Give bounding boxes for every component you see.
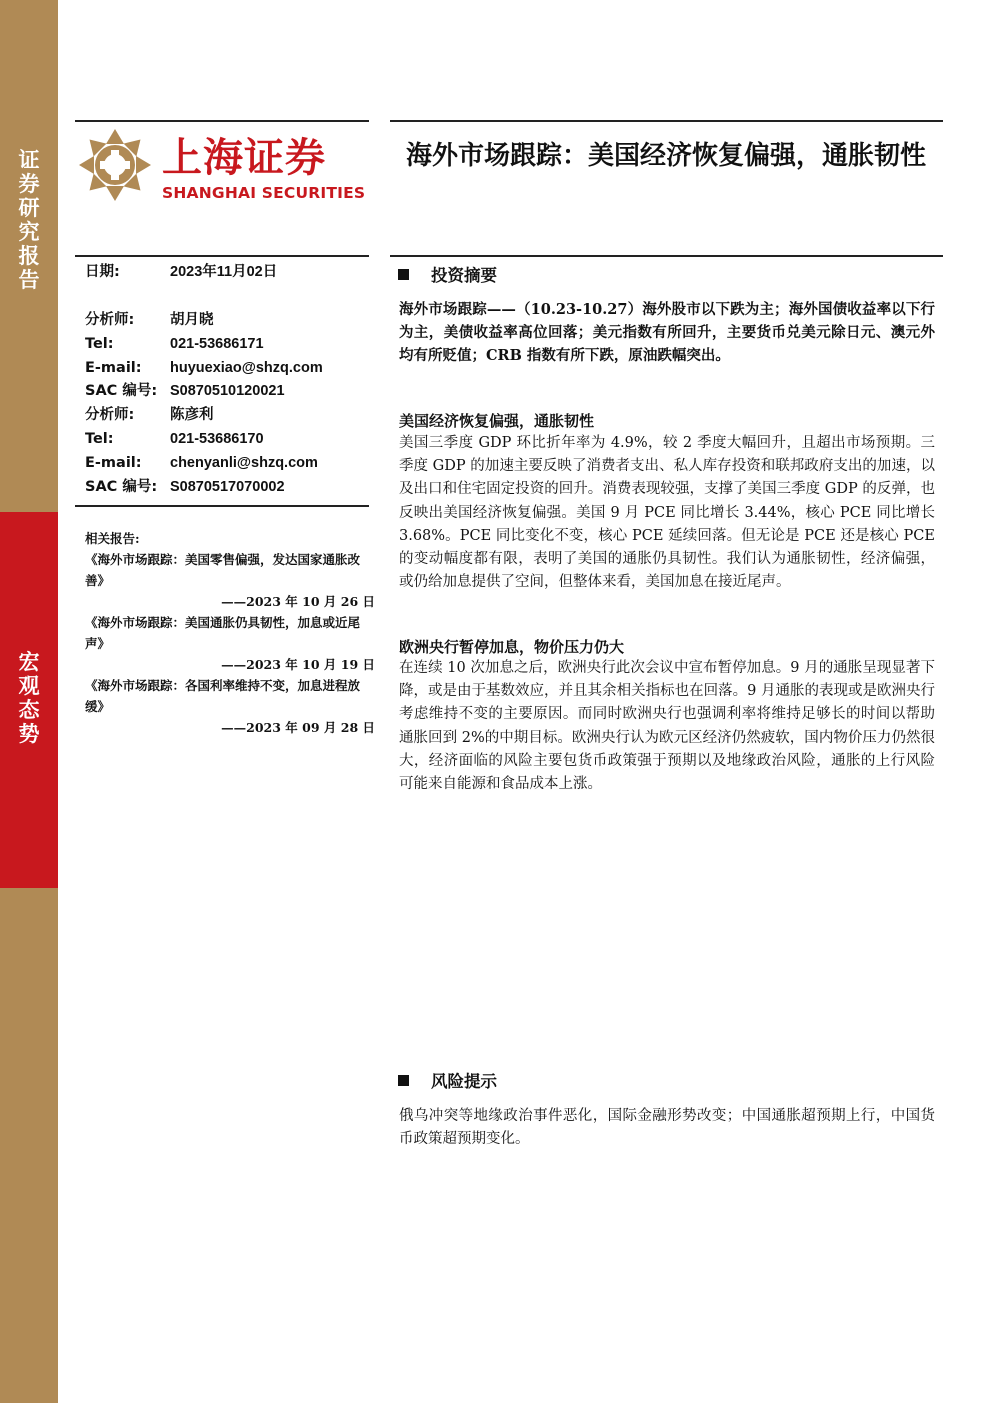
date-label: 日期:: [85, 264, 120, 280]
risk-heading: [398, 1068, 497, 1092]
analyst-field-label: Tel:: [85, 431, 114, 447]
analyst-field-label: 分析师:: [85, 312, 135, 328]
meta-rule-bottom: [75, 505, 369, 507]
section-1-title: 美国经济恢复偏强，通胀韧性: [399, 412, 595, 430]
sidebar-char: 宏: [18, 650, 40, 674]
analyst-field-value: 胡月晓: [170, 312, 214, 328]
related-item-date: ——2023 年 09 月 28 日: [221, 720, 375, 735]
company-logo-icon: [78, 128, 152, 206]
sidebar-label-category: [0, 650, 58, 746]
analyst-field-label: 分析师:: [85, 407, 135, 424]
analyst-field-label: SAC 编号:: [85, 383, 158, 400]
sidebar-char: 证: [18, 148, 40, 172]
sidebar-label-report: [0, 148, 58, 292]
related-item-title[interactable]: 《海外市场跟踪：各国利率维持不变，加息进程放缓》: [85, 678, 361, 714]
section-2-body: 在连续 10 次加息之后，欧洲央行此次会议中宣布暂停加息。9 月的通胀呈现显著下降，或是由于基数效应，并且其余相关指标也在回落。9 月通胀的表现或是欧洲央行考虑维持不变的主要原因。而同时欧洲央行也强调利率将维持足够长的时间以帮助通胀回到 2%的中期目标。欧洲央行认为欧元区经济仍然疲软，国内物价压力仍然很大，经济面临的风险主要包货币政策强于预期以及地缘政治风险，通胀的上行风险可能来自能源和食品成本上涨。: [399, 660, 935, 793]
analyst-field-value[interactable]: chenyanli@shzq.com: [170, 454, 318, 471]
analyst-field-value: 021-53686171: [170, 335, 264, 352]
date-value: 2023年11月02日: [170, 264, 278, 280]
sidebar-char: 报: [18, 244, 40, 268]
risk-heading-text: 风险提示: [431, 1072, 497, 1091]
related-item-date: ——2023 年 10 月 26 日: [221, 594, 375, 609]
sidebar-char: 势: [18, 722, 40, 746]
analyst-field-label: E-mail:: [85, 359, 142, 376]
analyst-field-label: Tel:: [85, 335, 114, 352]
risk-body: 俄乌冲突等地缘政治事件恶化，国际金融形势改变；中国通胀超预期上行，中国货币政策超预期变化。: [399, 1108, 935, 1148]
sidebar-char: 券: [18, 172, 40, 196]
analyst-field-value: S0870517070002: [170, 478, 285, 495]
analyst-field-value[interactable]: huyuexiao@shzq.com: [170, 359, 323, 376]
header-rule-left: [75, 120, 369, 122]
related-heading: 相关报告:: [85, 531, 140, 546]
sidebar-char: 观: [18, 674, 40, 698]
sidebar: [0, 0, 58, 1403]
sidebar-char: 研: [18, 196, 40, 220]
related-item-title[interactable]: 《海外市场跟踪：美国通胀仍具韧性，加息或近尾声》: [85, 615, 361, 651]
analyst-field-value: 021-53686170: [170, 431, 264, 447]
analyst-field-label: SAC 编号:: [85, 478, 158, 495]
section-1-body: 美国三季度 GDP 环比折年率为 4.9%，较 2 季度大幅回升，且超出市场预期。三季度 GDP 的加速主要反映了消费者支出、私人库存投资和联邦政府支出的加速，以及出口和住宅固定投资的回升。消费表现较强，支撑了美国三季度 GDP 的反弹，也反映出美国经济恢复偏强。美国 9 月 PCE 同比增长 3.44%，核心 PCE 同比增长 3.68%。PCE 同比变化不变，核心 PCE 延续回落。但无论是 PCE 还是核心 PCE 的变动幅度都有限，表明了美国的通胀仍具韧性。我们认为通胀韧性，经济偏强，或仍给加息提供了空间，但整体来看，美国加息在接近尾声。: [399, 435, 935, 591]
summary-rule-top: [390, 255, 943, 257]
logo-wordmark-en: SHANGHAI SECURITIES: [162, 184, 366, 202]
bullet-square-icon: [398, 269, 409, 280]
related-reports: [85, 528, 375, 738]
analyst-field-label: E-mail:: [85, 454, 142, 471]
summary-heading-text: 投资摘要: [431, 266, 497, 285]
section-2-title: 欧洲央行暂停加息，物价压力仍大: [399, 638, 625, 656]
logo-wordmark-cn: 上海证券: [162, 135, 326, 181]
sidebar-char: 究: [18, 220, 40, 244]
sidebar-char: 告: [18, 268, 40, 292]
analyst-field-value: S0870510120021: [170, 383, 285, 400]
sidebar-char: 态: [18, 698, 40, 722]
analyst-field-value: 陈彦利: [170, 407, 214, 424]
related-item-title[interactable]: 《海外市场跟踪：美国零售偏强，发达国家通胀改善》: [85, 552, 361, 588]
related-item-date: ——2023 年 10 月 19 日: [221, 657, 375, 672]
page-title: 海外市场跟踪：美国经济恢复偏强，通胀韧性: [405, 141, 926, 171]
header-rule-right: [390, 120, 943, 122]
summary-lead: 海外市场跟踪——（10.23-10.27）海外股市以下跌为主；海外国债收益率以下行为主，美债收益率高位回落；美元指数有所回升，主要货币兑美元除日元、澳元外均有所贬值；CRB 指数有所下跌，原油跌幅突出。: [399, 301, 935, 365]
bullet-square-icon: [398, 1075, 409, 1086]
meta-rule-top: [75, 255, 369, 257]
summary-heading: [398, 262, 497, 286]
